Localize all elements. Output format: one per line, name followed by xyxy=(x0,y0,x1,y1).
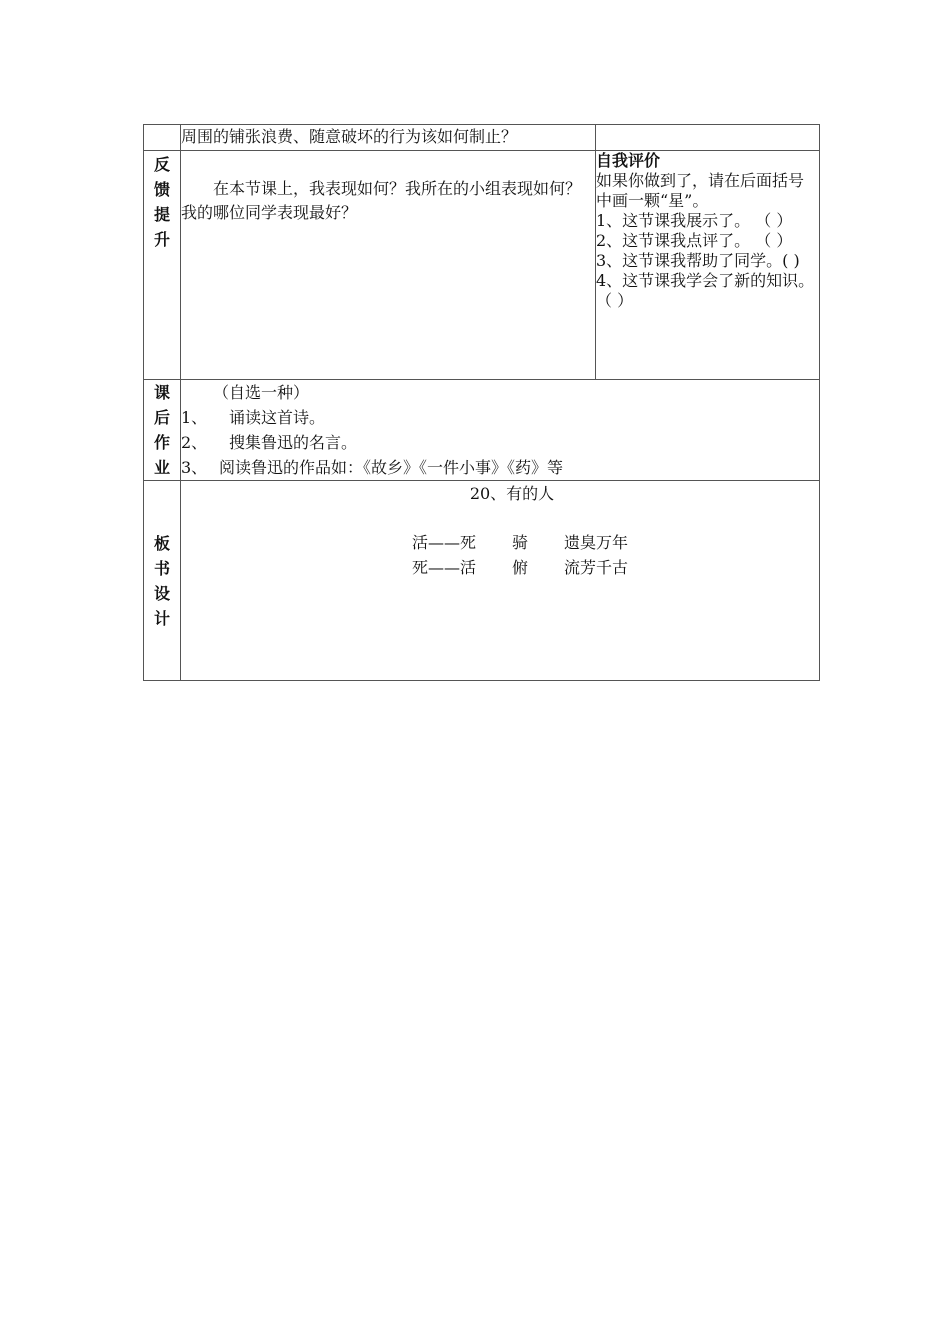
board-label xyxy=(144,481,181,681)
question-row xyxy=(144,125,820,151)
question-text: 周围的铺张浪费、随意破坏的行为该如何制止？ xyxy=(181,127,518,146)
self-eval-item: 3、这节课我帮助了同学。( ) xyxy=(596,251,800,270)
board-cell xyxy=(181,481,820,681)
feedback-row xyxy=(144,151,820,380)
board-line: 死——活 俯 流芳千古 xyxy=(411,558,629,577)
self-eval-item: 2、这节课我点评了。 （ ） xyxy=(596,231,793,250)
lesson-plan-table xyxy=(143,124,820,681)
board-label-char: 设 xyxy=(153,583,170,603)
homework-label xyxy=(144,380,181,481)
board-label-char: 计 xyxy=(153,608,170,628)
homework-label-char: 作 xyxy=(153,433,170,452)
feedback-label xyxy=(144,151,181,380)
feedback-label-char: 升 xyxy=(153,230,170,249)
board-title: 20、有的人 xyxy=(469,484,555,503)
homework-cell xyxy=(181,380,820,481)
self-eval-item: 4、这节课我学会了新的知识。（ ） xyxy=(596,271,815,310)
board-label-char: 书 xyxy=(153,558,170,578)
homework-item: 2、 搜集鲁迅的名言。 xyxy=(181,433,358,452)
homework-row xyxy=(144,380,820,481)
homework-label-char: 业 xyxy=(153,458,170,477)
feedback-label-char: 提 xyxy=(153,205,170,224)
homework-label-char: 后 xyxy=(153,408,170,427)
board-label-char: 板 xyxy=(153,533,170,553)
feedback-label-char: 反 xyxy=(153,155,170,174)
board-row xyxy=(144,481,820,681)
question-cell xyxy=(181,125,596,151)
self-eval-cell xyxy=(596,151,820,380)
feedback-prompt: 在本节课上，我表现如何？我所在的小组表现如何？我的哪位同学表现最好？ xyxy=(181,179,582,222)
homework-note: （自选一种） xyxy=(213,383,310,402)
self-eval-title: 自我评价 xyxy=(596,151,661,170)
homework-item: 3、 阅读鲁迅的作品如：《故乡》《一件小事》《药》等 xyxy=(181,458,564,477)
board-line: 活——死 骑 遗臭万年 xyxy=(411,533,629,552)
self-eval-item: 1、这节课我展示了。 （ ） xyxy=(596,211,793,230)
empty-cell xyxy=(596,125,820,151)
homework-label-char: 课 xyxy=(153,383,170,402)
self-eval-intro: 如果你做到了，请在后面括号中画一颗“星”。 xyxy=(596,171,805,210)
feedback-label-char: 馈 xyxy=(153,180,170,199)
empty-label-cell xyxy=(144,125,181,151)
feedback-prompt-cell xyxy=(181,151,596,380)
homework-item: 1、 诵读这首诗。 xyxy=(181,408,326,427)
